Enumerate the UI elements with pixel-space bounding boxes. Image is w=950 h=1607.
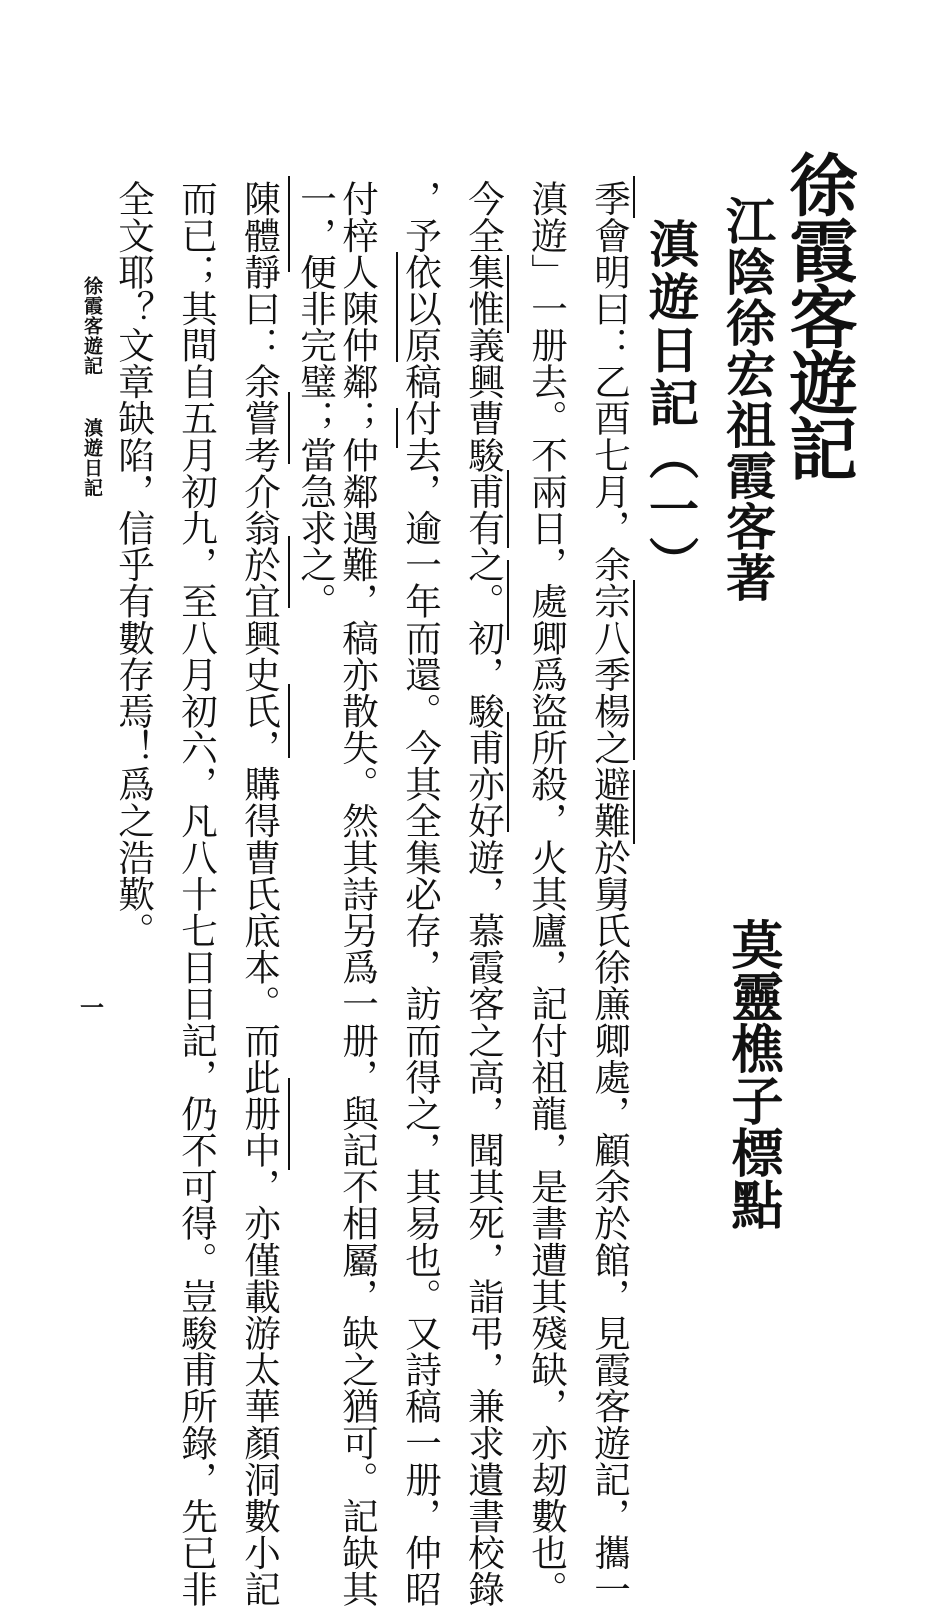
name-mark [288, 684, 290, 758]
body-column-9: 全文耶？文章缺陷，信乎有數存焉！爲之浩歎。 [112, 180, 156, 949]
name-mark [507, 470, 509, 548]
author-line: 江陰徐宏祖霞客著 [718, 195, 777, 603]
chapter-title: 滇遊日記（一） [641, 218, 700, 589]
name-mark [633, 176, 635, 218]
name-mark [288, 536, 290, 608]
body-column-5: 付梓人陳仲鄰；仲鄰遇難，稿亦散失。然其詩另爲一册，與記不相屬，缺之猶可。記缺其 [336, 180, 380, 1607]
name-mark [633, 580, 635, 760]
name-mark [288, 1078, 290, 1170]
footer-chapter-title: 滇遊日記 [81, 418, 103, 498]
page-number: 一 [80, 993, 104, 1022]
name-mark [396, 408, 398, 448]
name-mark [633, 770, 635, 844]
name-mark [288, 176, 290, 272]
name-mark [507, 712, 509, 832]
name-mark [507, 560, 509, 640]
body-column-6: 一，便非完璧；當急求之。 [294, 180, 338, 620]
name-mark [288, 392, 290, 464]
book-title: 徐霞客遊記 [778, 150, 858, 480]
body-column-2: 滇遊」一册去。不兩日，處卿爲盜所殺，火其廬，記付祖龍，是書遭其殘缺，亦刼數也。 [525, 180, 569, 1607]
body-column-7: 陳體靜曰：余嘗考介翁於宜興史氏，購得曹氏底本。而此册中，亦僅載游太華顏洞數小記 [238, 180, 282, 1607]
body-column-4: ，予依以原稿付去，逾一年而還。今其全集必存，訪而得之，其易也。又詩稿一册，仲昭 [399, 180, 443, 1607]
editor-credit: 莫靈樵子標點 [722, 918, 783, 1230]
name-mark [396, 252, 398, 362]
name-mark [507, 255, 509, 333]
body-column-8: 而已；其間自五月初九，至八月初六，凡八十七日日記，仍不可得。豈駿甫所錄，先已非 [175, 180, 219, 1607]
footer-book-title: 徐霞客遊記 [81, 276, 103, 376]
body-column-3: 今全集惟義興曹駿甫有之。初，駿甫亦好遊，慕霞客之高，聞其死，詣弔，兼求遺書校錄 [462, 180, 506, 1607]
body-column-1: 季會明曰：乙酉七月，余宗八季楊之避難於舅氏徐㢘卿處，顧余於館，見霞客遊記，攜一 [588, 180, 632, 1607]
